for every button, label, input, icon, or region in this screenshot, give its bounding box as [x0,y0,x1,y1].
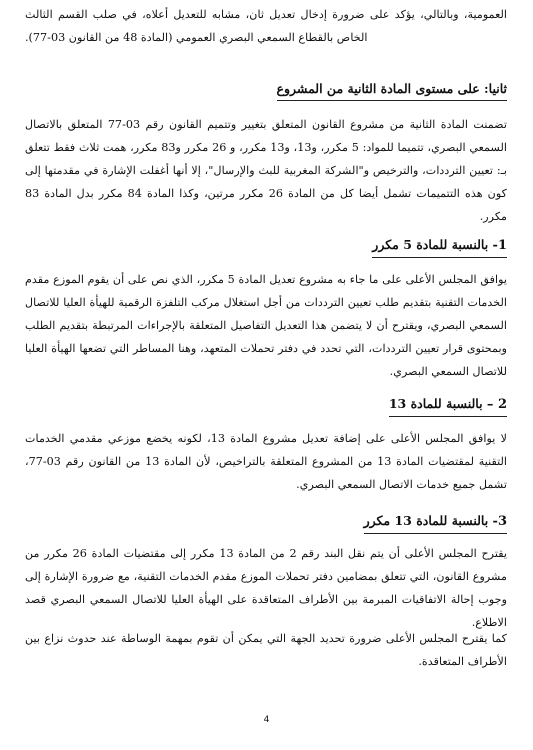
heading-article-13 [389,395,507,417]
heading-number: 3- [492,514,507,529]
closing-paragraph: كما يقترح المجلس الأعلى ضرورة تحديد الجهة التي يمكن أن تقوم بمهمة الوساطة عند حدوث نزاع بين الأطراف المتعاقدة. [25,632,507,668]
article-13bis-paragraph: يقترح المجلس الأعلى أن يتم نقل البند رقم 2 من المادة 13 مكرر إلى مقتضيات المادة 26 مكرر من مشروع القانون، التي تتعلق بمضامين دفتر تحملات الموزع مقدم الخدمات التقنية، مع ضرورة الإشارة إلى وجوب إحالة الاتفاقيات المبرمة بين الأطراف المتعاقدة على الهيأة العليا للاتصال السمعي البصري قصد الاطلاع. [25,547,508,629]
heading-article-13bis [364,512,507,534]
heading-label: بالنسبة للمادة 5 مكرر [372,237,489,252]
second-article-paragraph: تضمنت المادة الثانية من مشروع القانون المتعلق بتغيير وتتميم القانون رقم 03-77 المتعلق بالاتصال السمعي البصري، تتميما للمواد: 5 مكرر، و13، و13 مكرر، و 26 مكرر و83 مكرر، همت ثلاث فقط تتعلق بـ: تعيين الترددات، والترخيص و"الشركة المغربية للبث والإرسال"، إلا أنها أغفلت الإشارة في مقدمتها إلى كون هذه التتميمات تشمل أيضا كل من المادة 26 مكرر مرتين، وكذا المادة 84 مكرر بدل المادة 83 مكرر. [25,118,508,223]
intro-paragraph: العمومية، وبالتالي، يؤكد على ضرورة إدخال تعديل ثان، مشابه للتعديل أعلاه، في صلب القسم الثالث الخاص بالقطاع السمعي البصري العمومي (المادة 48 من القانون 03-77). [25,8,507,44]
heading-article-5bis [372,236,507,258]
section-heading-second-article: ثانيا: على مستوى المادة الثانية من المشروع [277,80,507,101]
heading-label: بالنسبة للمادة 13 مكرر [363,513,489,528]
article-5bis-paragraph: يوافق المجلس الأعلى على ما جاء به مشروع تعديل المادة 5 مكرر، الذي نص على أن يقوم الموزع مقدم الخدمات التقنية بتقديم طلب تعيين الترددات من أجل استغلال مركب التلفزة الرقمية للهيأة العليا للاتصال السمعي البصري، ويقترح أن لا يتضمن هذا التعديل التفاصيل المتعلقة بالإجراءات المرتبطة بتقديم الطلب وبمحتوى قرار تعيين الترددات، التي تحدد في دفتر تحملات المتعهد، وهنا المساطر التي تضعها الهيأة العليا للاتصال السمعي البصري. [25,273,507,378]
article-13-paragraph: لا يوافق المجلس الأعلى على إضافة تعديل مشروع المادة 13، لكونه يخضع موزعي مقدمي الخدمات التقنية لمقتضيات المادة 13 من المشروع المتعلقة بالتراخيص، لأن المادة 13 من القانون رقم 03-77، تشمل جميع خدمات الاتصال السمعي البصري. [25,432,508,491]
page-number: 4 [263,715,270,725]
heading-number: 2 – [486,397,507,412]
heading-number: 1- [492,238,507,253]
heading-label: بالنسبة للمادة 13 [388,396,483,411]
